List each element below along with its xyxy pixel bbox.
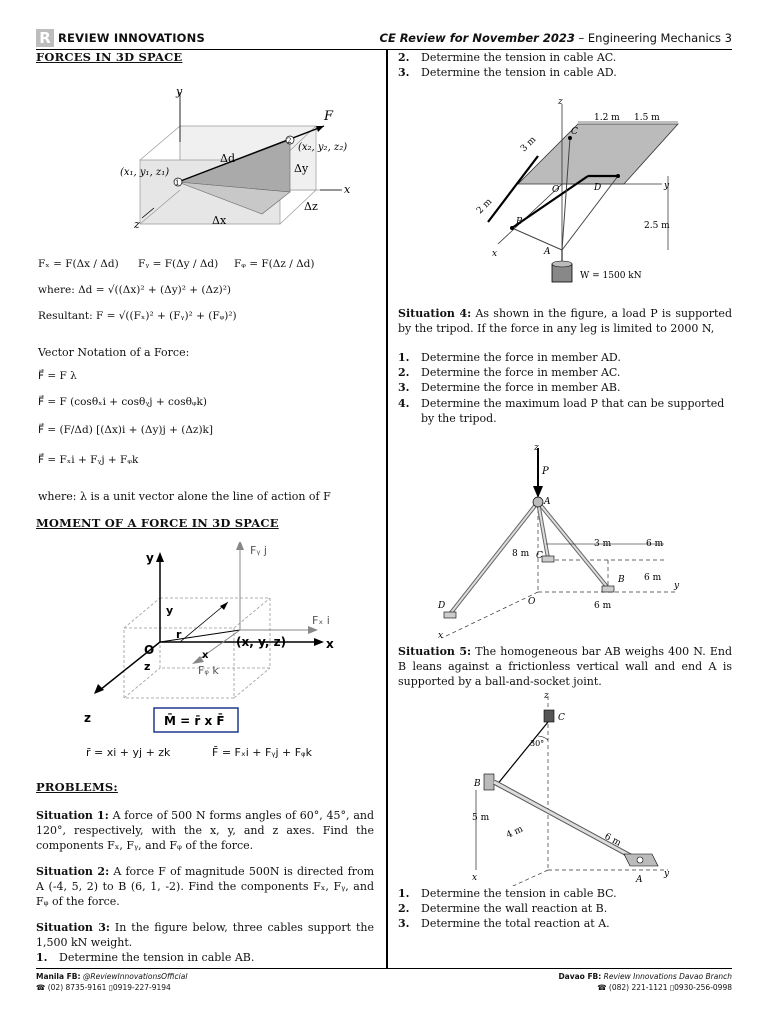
situation-2-text: A force F of magnitude 500N is directed from A (-4, 5, 2) to B (6, 1, -2). Find the components Fₓ, Fᵧ, and Fᵩ of the force.: [36, 865, 374, 908]
list-item-text: Determine the maximum load P that can be supported by the tripod.: [421, 396, 725, 425]
fig3-O: O: [552, 185, 560, 195]
list-item-number: 1.: [36, 951, 48, 964]
list-item-text: Determine the force in member AB.: [421, 381, 621, 395]
tripod-diagram: [428, 442, 718, 642]
fig1-node1: 1: [175, 179, 180, 187]
manila-fb-label: Manila FB:: [36, 972, 81, 981]
fig3-D: D: [594, 183, 602, 193]
fig1-dy-label: Δy: [294, 162, 309, 175]
list-item-text: Determine the tension in cable AC.: [421, 51, 617, 64]
fig3-A: A: [544, 247, 551, 257]
cable-system-diagram: [458, 94, 698, 294]
fig3-d25: 2.5 m: [644, 221, 670, 231]
list-item: [398, 380, 732, 395]
list-item-number: 3.: [398, 917, 410, 931]
fig1-F-label: F: [324, 109, 334, 124]
situation-3: [36, 920, 374, 950]
manila-fb: [36, 972, 187, 981]
list-item-number: 2.: [398, 366, 410, 380]
fig2-x-small: x: [202, 650, 209, 661]
fig3-d12: 1.2 m: [594, 113, 620, 123]
list-item: [398, 365, 732, 380]
eq-v1: F⃗ = F λ: [38, 370, 77, 382]
situation-4-label: Situation 4:: [398, 307, 472, 320]
list-item: [398, 916, 732, 931]
situation-5-text: The homogeneous bar AB weighs 400 N. End B leans against a frictionless vertical wall and end A is supported by a ball-and-socket joint.: [398, 645, 733, 688]
footer: [36, 968, 732, 992]
eq-v3: F⃗ = (F/Δd) [(Δx)i + (Δy)j + (Δz)k]: [38, 424, 213, 436]
fig2-moment-eq: M̄ = r̄ x F̄: [164, 714, 225, 728]
fig3-B: B: [516, 217, 523, 227]
fig4-C: C: [536, 551, 543, 561]
fig4-h8: 8 m: [512, 549, 530, 559]
fig3-d2: 2 m: [475, 196, 495, 217]
list-item-text: Determine the force in member AC.: [421, 366, 621, 380]
list-item-number: 1.: [398, 351, 410, 364]
fig4-D: D: [438, 601, 446, 611]
moment-3d-diagram: [80, 542, 350, 742]
list-item-number: 1.: [398, 887, 410, 900]
fig1-node2: 2: [287, 137, 292, 145]
fig4-P: P: [542, 466, 549, 477]
fig2-y-small: y: [166, 604, 174, 617]
fig1-dz-label: Δz: [304, 200, 318, 213]
fig3-z: z: [558, 97, 563, 107]
forces-title: FORCES IN 3D SPACE: [36, 50, 183, 64]
situation-4-text: As shown in the figure, a load P is supported by the tripod. If the force in any leg is limited to 2000 N,: [398, 307, 732, 335]
fig4-d6a: 6 m: [646, 539, 664, 549]
list-item-text: Determine the wall reaction at B.: [421, 902, 608, 916]
davao-fb-page: Review Innovations Davao Branch: [603, 972, 732, 981]
situation-1: [36, 808, 374, 853]
list-item-text: Determine the tension in cable AD.: [421, 66, 617, 80]
course-title: [380, 31, 733, 45]
column-divider: [386, 50, 388, 968]
fig2-r: r: [176, 628, 182, 641]
fig2-x-big: x: [326, 637, 334, 651]
fig5-h5: 5 m: [472, 813, 490, 823]
fig5-angle: 30°: [530, 739, 545, 748]
situation-5: [398, 644, 732, 689]
fig4-x: x: [438, 631, 444, 641]
fig5-y: y: [664, 869, 670, 879]
situation-1-text: A force of 500 N forms angles of 60°, 45°, and 120°, respectively, with the x, y, and z axes. Find the components Fₓ, Fᵧ, and Fᵩ of the force.: [36, 809, 375, 852]
fig2-Fzk: Fᵩ k: [198, 664, 219, 677]
fig1-z-label: z: [134, 218, 140, 231]
fig4-y: y: [674, 581, 680, 591]
fig4-O: O: [528, 597, 536, 607]
list-item-number: 4.: [398, 396, 410, 410]
list-item-text: Determine the tension in cable AB.: [59, 951, 255, 964]
list-item-number: 3.: [398, 66, 410, 80]
fig5-x: x: [472, 873, 478, 883]
davao-phone: ☎ (082) 221-1121 ▯0930-256-0998: [597, 983, 732, 992]
eq-r-def: r̄ = xi + yj + zk: [86, 746, 171, 759]
fig1-dd-label: Δd: [220, 152, 235, 165]
moment-title: MOMENT OF A FORCE IN 3D SPACE: [36, 516, 279, 530]
subject-name: Engineering Mechanics 3: [587, 31, 732, 45]
fig2-z-big: z: [84, 711, 91, 725]
fig5-C: C: [558, 713, 565, 723]
list-item-text: Determine the tension in cable BC.: [421, 887, 617, 900]
fig5-d6: 6 m: [602, 831, 623, 849]
eq-v4: F⃗ = Fₓi + Fᵧj + Fᵩk: [38, 454, 139, 466]
fig4-d3: 3 m: [594, 539, 612, 549]
situation-1-label: Situation 1:: [36, 809, 109, 822]
list-item: [398, 901, 732, 916]
list-item: [398, 350, 732, 365]
list-item: [398, 396, 732, 426]
list-item-text: Determine the force in member AD.: [421, 351, 621, 364]
fig1-point1-label: (x₁, y₁, z₁): [120, 167, 170, 178]
situation-5-list: [398, 886, 732, 932]
situation-2-label: Situation 2:: [36, 865, 110, 878]
course-name: CE Review for November 2023: [379, 31, 575, 45]
fig2-xyz: (x, y, z): [236, 635, 287, 649]
bar-wall-diagram: [468, 690, 688, 886]
fig3-C: C: [571, 127, 578, 137]
fig5-d4: 4 m: [505, 824, 525, 841]
fig1-x-label: x: [344, 183, 351, 196]
manila-fb-page: @ReviewInnovationsOfficial: [82, 972, 188, 981]
course-dash: –: [574, 31, 588, 45]
fig3-W: W = 1500 kN: [580, 271, 642, 281]
situation-4: [398, 306, 732, 336]
situation-5-label: Situation 5:: [398, 645, 472, 658]
situation-3-list-left: [36, 950, 374, 965]
fig2-z-small: z: [144, 660, 151, 673]
situation-3-list-right: [398, 50, 732, 80]
fig2-Fxi: Fₓ i: [312, 614, 330, 627]
vector-notation-label: Vector Notation of a Force:: [38, 346, 190, 359]
manila-phone: ☎ (02) 8735-9161 ▯0919-227-9194: [36, 983, 171, 992]
situation-4-list: [398, 350, 732, 426]
fig5-z: z: [544, 691, 549, 701]
list-item-text: Determine the total reaction at A.: [421, 917, 610, 931]
eq-v2: F⃗ = F (cosθₓi + cosθᵧj + cosθᵩk): [38, 396, 208, 408]
fig2-origin: O: [144, 643, 155, 657]
fig4-A: A: [544, 497, 551, 507]
fig1-y-label: y: [176, 85, 183, 98]
force-3d-diagram: [80, 82, 370, 272]
header: [36, 28, 732, 50]
situation-3-label: Situation 3:: [36, 921, 110, 934]
eq-fx: Fₓ = F(Δx / Δd): [38, 258, 119, 270]
fig1-dx-label: Δx: [212, 214, 227, 227]
davao-fb: [558, 972, 732, 981]
lambda-note: where: λ is a unit vector alone the line of action of F: [38, 490, 331, 503]
list-item: [36, 950, 374, 965]
situation-2: [36, 864, 374, 909]
brand-name: REVIEW INNOVATIONS: [58, 31, 205, 45]
fig3-y: y: [664, 181, 670, 191]
list-item-number: 3.: [398, 381, 410, 395]
fig2-y-big: y: [146, 551, 154, 565]
eq-resultant: Resultant: F = √((Fₓ)² + (Fᵧ)² + (Fᵩ)²): [38, 310, 237, 322]
davao-fb-label: Davao FB:: [558, 972, 602, 981]
problems-title: PROBLEMS:: [36, 780, 118, 794]
situation-3-text: In the figure below, three cables support the 1,500 kN weight.: [36, 921, 374, 949]
list-item: [398, 65, 732, 80]
fig3-d15: 1.5 m: [634, 113, 660, 123]
fig5-B: B: [474, 779, 481, 789]
fig3-x: x: [492, 249, 498, 259]
fig4-z: z: [534, 443, 539, 453]
fig3-d3: 3 m: [519, 134, 539, 155]
fig4-d6c: 6 m: [594, 601, 612, 611]
fig1-point2-label: (x₂, y₂, z₂): [298, 142, 348, 153]
fig4-d6b: 6 m: [644, 573, 662, 583]
logo: R: [36, 29, 54, 47]
eq-delta-d: where: Δd = √((Δx)² + (Δy)² + (Δz)²): [38, 284, 232, 296]
eq-fz: Fᵩ = F(Δz / Δd): [234, 258, 315, 270]
list-item-number: 2.: [398, 902, 410, 916]
fig5-A: A: [636, 875, 643, 885]
fig2-Fyj: Fᵧ j: [250, 544, 267, 557]
eq-fy: Fᵧ = F(Δy / Δd): [138, 258, 219, 270]
list-item: [398, 886, 732, 901]
eq-F-def: F̄ = Fₓi + Fᵧj + Fᵩk: [212, 746, 312, 759]
list-item-number: 2.: [398, 51, 410, 64]
fig4-B: B: [618, 575, 625, 585]
list-item: [398, 50, 732, 65]
